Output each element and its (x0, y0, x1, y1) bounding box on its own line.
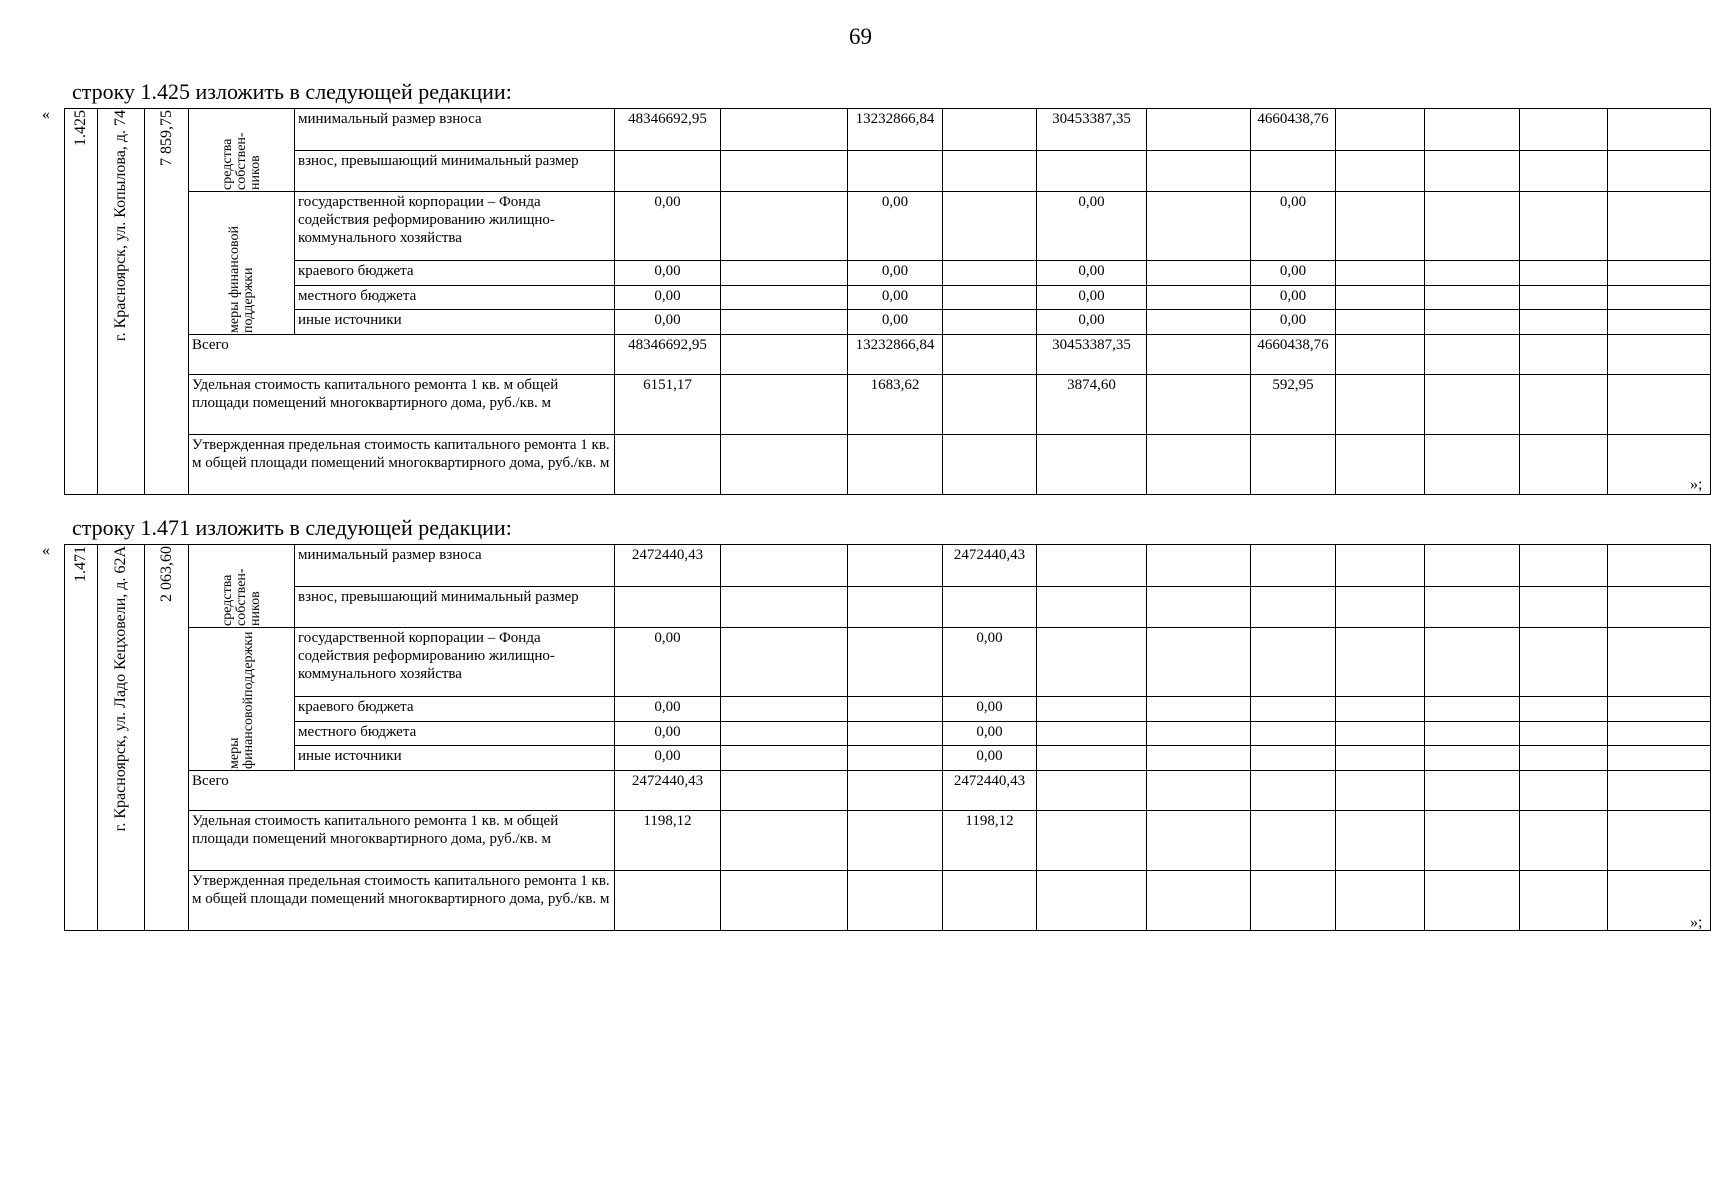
value-cell: 3874,60 (1037, 375, 1147, 435)
row-label: Утвержденная предельная стоимость капитального ремонта 1 кв. м общей площади помещений многоквартирного дома, руб./кв. м (189, 871, 615, 931)
row-label: местного бюджета (295, 285, 615, 310)
support-group-label: меры финансовойподдержки (226, 631, 256, 769)
row-label: иные источники (295, 746, 615, 771)
page-number: 69 (849, 24, 872, 49)
area: 2 063,60 (157, 546, 175, 602)
value-cell: 2472440,43 (615, 545, 721, 587)
row-label: государственной корпорации – Фонда содействия реформированию жилищно-коммунального хозяйства (295, 192, 615, 261)
row-label: минимальный размер взноса (295, 545, 615, 587)
close-quote: »; (1690, 914, 1703, 931)
table-row (65, 746, 1711, 771)
value-cell: 0,00 (848, 192, 943, 261)
row-label: Удельная стоимость капитального ремонта 1 кв. м общей площади помещений многоквартирного дома, руб./кв. м (189, 811, 615, 871)
value-cell: 0,00 (1037, 261, 1147, 286)
address-cell (98, 109, 145, 495)
value-cell: 0,00 (1037, 192, 1147, 261)
value-cell: 0,00 (615, 721, 721, 746)
value-cell: 0,00 (1037, 310, 1147, 335)
row-label: минимальный размер взноса (295, 109, 615, 151)
row-number: 1.425 (72, 110, 89, 146)
value-cell: 2472440,43 (943, 771, 1037, 811)
table-row (65, 871, 1711, 931)
value-cell: 0,00 (943, 746, 1037, 771)
value-cell: 6151,17 (615, 375, 721, 435)
table-row (65, 261, 1711, 286)
support-group-cell (189, 628, 295, 771)
value-cell (1336, 109, 1425, 151)
support-group-label: меры финансовой поддержки (226, 226, 256, 333)
support-group-cell (189, 192, 295, 335)
value-cell: 0,00 (615, 192, 721, 261)
amendment-table-1425 (64, 108, 1711, 495)
row-label: местного бюджета (295, 721, 615, 746)
value-cell: 0,00 (1251, 285, 1336, 310)
row-label: государственной корпорации – Фонда содействия реформированию жилищно-коммунального хозяйства (295, 628, 615, 697)
owners-group-cell (189, 109, 295, 192)
close-quote: »; (1690, 476, 1703, 493)
value-cell: 0,00 (943, 628, 1037, 697)
table-row (65, 697, 1711, 722)
value-cell: 0,00 (1251, 192, 1336, 261)
value-cell: 0,00 (615, 746, 721, 771)
value-cell: 4660438,76 (1251, 109, 1336, 151)
table-row (65, 335, 1711, 375)
value-cell: 592,95 (1251, 375, 1336, 435)
value-cell: 0,00 (615, 697, 721, 722)
value-cell (721, 109, 848, 151)
address: г. Красноярск, ул. Копылова, д. 74 (112, 110, 129, 342)
value-cell: 48346692,95 (615, 335, 721, 375)
table-row (65, 628, 1711, 697)
table-row (65, 721, 1711, 746)
table-row (65, 150, 1711, 192)
value-cell: 4660438,76 (1251, 335, 1336, 375)
value-cell: 1198,12 (943, 811, 1037, 871)
value-cell: 0,00 (848, 310, 943, 335)
value-cell (1425, 109, 1520, 151)
value-cell: 0,00 (1251, 310, 1336, 335)
value-cell: 0,00 (1037, 285, 1147, 310)
row-number-cell (65, 109, 98, 495)
address-cell (98, 545, 145, 931)
table-row (65, 545, 1711, 587)
row-label: краевого бюджета (295, 697, 615, 722)
value-cell: 30453387,35 (1037, 335, 1147, 375)
value-cell: 0,00 (1251, 261, 1336, 286)
value-cell: 1198,12 (615, 811, 721, 871)
area-cell (145, 109, 189, 495)
open-quote: « (42, 106, 50, 123)
value-cell: 0,00 (615, 261, 721, 286)
area: 7 859,75 (157, 110, 175, 166)
block-heading: строку 1.471 изложить в следующей редакции: (72, 515, 512, 540)
value-cell: 1683,62 (848, 375, 943, 435)
block-heading: строку 1.425 изложить в следующей редакции: (72, 79, 512, 104)
value-cell (943, 109, 1037, 151)
owners-group-cell (189, 545, 295, 628)
owners-group-label: средства собствен-ников (219, 568, 263, 626)
value-cell: 0,00 (615, 310, 721, 335)
value-cell: 30453387,35 (1037, 109, 1147, 151)
row-label: иные источники (295, 310, 615, 335)
area-cell (145, 545, 189, 931)
row-label: взнос, превышающий минимальный размер (295, 586, 615, 628)
table-row (65, 771, 1711, 811)
value-cell (1608, 109, 1711, 151)
table-row (65, 310, 1711, 335)
address: г. Красноярск, ул. Ладо Кецховели, д. 62А (112, 546, 129, 832)
table-row (65, 285, 1711, 310)
row-label: Удельная стоимость капитального ремонта 1 кв. м общей площади помещений многоквартирного дома, руб./кв. м (189, 375, 615, 435)
row-number-cell (65, 545, 98, 931)
row-label: краевого бюджета (295, 261, 615, 286)
table-row (65, 435, 1711, 495)
value-cell (1520, 109, 1608, 151)
amendment-table-1471 (64, 544, 1711, 931)
value-cell: 48346692,95 (615, 109, 721, 151)
table-row (65, 109, 1711, 151)
value-cell: 13232866,84 (848, 109, 943, 151)
row-label: взнос, превышающий минимальный размер (295, 150, 615, 192)
owners-group-label: средства собствен-ников (219, 132, 263, 190)
table-row (65, 811, 1711, 871)
value-cell: 2472440,43 (943, 545, 1037, 587)
value-cell (1147, 109, 1251, 151)
open-quote: « (42, 542, 50, 559)
value-cell: 0,00 (615, 628, 721, 697)
row-number: 1.471 (72, 546, 89, 582)
row-label: Всего (189, 771, 615, 811)
row-label: Утвержденная предельная стоимость капитального ремонта 1 кв. м общей площади помещений многоквартирного дома, руб./кв. м (189, 435, 615, 495)
table-row (65, 192, 1711, 261)
value-cell: 0,00 (943, 697, 1037, 722)
value-cell: 0,00 (615, 285, 721, 310)
row-label: Всего (189, 335, 615, 375)
table-row (65, 586, 1711, 628)
value-cell: 2472440,43 (615, 771, 721, 811)
table-row (65, 375, 1711, 435)
value-cell: 0,00 (848, 261, 943, 286)
value-cell: 0,00 (848, 285, 943, 310)
value-cell: 13232866,84 (848, 335, 943, 375)
value-cell: 0,00 (943, 721, 1037, 746)
